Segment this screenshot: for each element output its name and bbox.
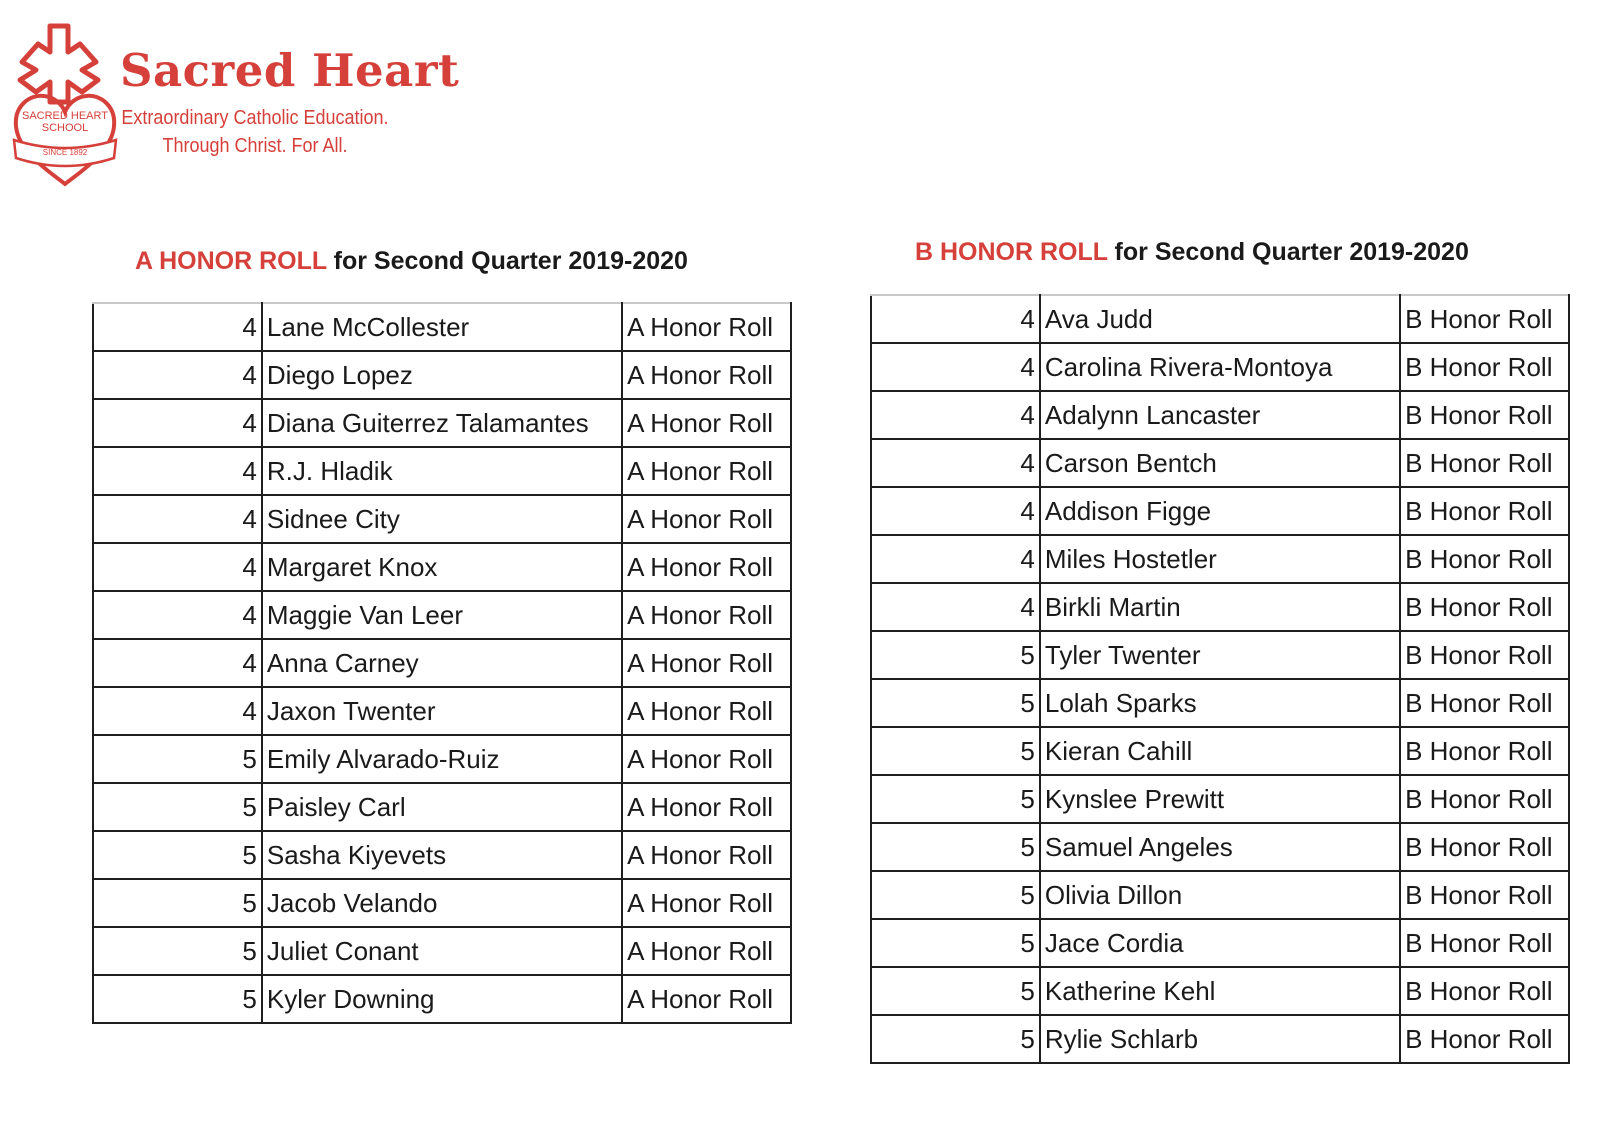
roll-type-cell: B Honor Roll: [1400, 439, 1569, 487]
name-cell: Addison Figge: [1040, 487, 1400, 535]
grade-cell: 4: [871, 583, 1040, 631]
name-cell: Jace Cordia: [1040, 919, 1400, 967]
roll-type-cell: A Honor Roll: [622, 687, 791, 735]
grade-cell: 5: [871, 919, 1040, 967]
name-cell: Sasha Kiyevets: [262, 831, 622, 879]
roll-type-cell: B Honor Roll: [1400, 919, 1569, 967]
b-honor-roll-heading-period: for Second Quarter 2019-2020: [1114, 238, 1469, 266]
table-row: [93, 303, 791, 351]
grade-cell: 5: [871, 727, 1040, 775]
name-cell: Kynslee Prewitt: [1040, 775, 1400, 823]
grade-cell: 4: [93, 351, 262, 399]
table-row: [871, 679, 1569, 727]
roll-type-cell: B Honor Roll: [1400, 823, 1569, 871]
grade-cell: 4: [93, 543, 262, 591]
a-honor-roll-table: [92, 302, 792, 1024]
roll-type-cell: A Honor Roll: [622, 447, 791, 495]
a-honor-roll-heading-label: A HONOR ROLL: [135, 247, 327, 275]
roll-type-cell: B Honor Roll: [1400, 727, 1569, 775]
name-cell: Carolina Rivera-Montoya: [1040, 343, 1400, 391]
grade-cell: 4: [871, 343, 1040, 391]
roll-type-cell: A Honor Roll: [622, 303, 791, 351]
table-row: [871, 967, 1569, 1015]
table-row: [871, 391, 1569, 439]
table-row: [93, 687, 791, 735]
grade-cell: 4: [871, 439, 1040, 487]
roll-type-cell: A Honor Roll: [622, 975, 791, 1023]
name-cell: Anna Carney: [262, 639, 622, 687]
roll-type-cell: A Honor Roll: [622, 639, 791, 687]
tagline-line-2: Through Christ. For All.: [162, 135, 348, 157]
name-cell: Tyler Twenter: [1040, 631, 1400, 679]
name-cell: R.J. Hladik: [262, 447, 622, 495]
table-row: [871, 775, 1569, 823]
school-name: Sacred Heart: [120, 44, 460, 97]
table-row: [871, 727, 1569, 775]
name-cell: Carson Bentch: [1040, 439, 1400, 487]
name-cell: Rylie Schlarb: [1040, 1015, 1400, 1063]
table-row: [93, 399, 791, 447]
table-row: [93, 591, 791, 639]
grade-cell: 5: [871, 823, 1040, 871]
grade-cell: 4: [93, 447, 262, 495]
roll-type-cell: B Honor Roll: [1400, 871, 1569, 919]
table-row: [93, 495, 791, 543]
grade-cell: 4: [93, 495, 262, 543]
roll-type-cell: A Honor Roll: [622, 591, 791, 639]
roll-type-cell: B Honor Roll: [1400, 631, 1569, 679]
table-row: [871, 583, 1569, 631]
grade-cell: 4: [93, 399, 262, 447]
name-cell: Lolah Sparks: [1040, 679, 1400, 727]
table-row: [871, 487, 1569, 535]
b-honor-roll-heading: [915, 238, 1469, 267]
name-cell: Ava Judd: [1040, 295, 1400, 343]
name-cell: Samuel Angeles: [1040, 823, 1400, 871]
grade-cell: 5: [871, 871, 1040, 919]
name-cell: Paisley Carl: [262, 783, 622, 831]
grade-cell: 4: [93, 687, 262, 735]
table-row: [871, 919, 1569, 967]
name-cell: Katherine Kehl: [1040, 967, 1400, 1015]
table-row: [93, 351, 791, 399]
grade-cell: 4: [93, 303, 262, 351]
name-cell: Diego Lopez: [262, 351, 622, 399]
roll-type-cell: A Honor Roll: [622, 735, 791, 783]
a-honor-roll-heading-period: for Second Quarter 2019-2020: [333, 247, 688, 275]
grade-cell: 5: [871, 967, 1040, 1015]
grade-cell: 4: [871, 295, 1040, 343]
table-row: [93, 975, 791, 1023]
table-row: [93, 879, 791, 927]
name-cell: Miles Hostetler: [1040, 535, 1400, 583]
b-honor-roll-table: [870, 294, 1570, 1064]
b-honor-roll-heading-label: B HONOR ROLL: [915, 238, 1108, 266]
roll-type-cell: B Honor Roll: [1400, 679, 1569, 727]
grade-cell: 5: [871, 775, 1040, 823]
roll-type-cell: B Honor Roll: [1400, 391, 1569, 439]
table-row: [93, 639, 791, 687]
roll-type-cell: B Honor Roll: [1400, 775, 1569, 823]
roll-type-cell: A Honor Roll: [622, 927, 791, 975]
tagline: [120, 104, 390, 160]
table-row: [871, 295, 1569, 343]
roll-type-cell: B Honor Roll: [1400, 583, 1569, 631]
name-cell: Jaxon Twenter: [262, 687, 622, 735]
name-cell: Olivia Dillon: [1040, 871, 1400, 919]
seal-text-top: SACRED HEART: [22, 110, 108, 122]
name-cell: Diana Guiterrez Talamantes: [262, 399, 622, 447]
table-row: [871, 535, 1569, 583]
grade-cell: 5: [93, 783, 262, 831]
grade-cell: 5: [93, 831, 262, 879]
grade-cell: 5: [871, 1015, 1040, 1063]
roll-type-cell: B Honor Roll: [1400, 967, 1569, 1015]
table-row: [871, 631, 1569, 679]
table-row: [93, 927, 791, 975]
sacred-heart-logo-icon: [10, 22, 120, 192]
grade-cell: 4: [871, 391, 1040, 439]
roll-type-cell: A Honor Roll: [622, 399, 791, 447]
name-cell: Sidnee City: [262, 495, 622, 543]
grade-cell: 5: [93, 975, 262, 1023]
roll-type-cell: A Honor Roll: [622, 543, 791, 591]
table-row: [93, 543, 791, 591]
roll-type-cell: B Honor Roll: [1400, 295, 1569, 343]
grade-cell: 5: [93, 879, 262, 927]
roll-type-cell: A Honor Roll: [622, 351, 791, 399]
grade-cell: 5: [871, 631, 1040, 679]
name-cell: Kyler Downing: [262, 975, 622, 1023]
name-cell: Emily Alvarado-Ruiz: [262, 735, 622, 783]
table-row: [93, 783, 791, 831]
name-cell: Lane McCollester: [262, 303, 622, 351]
name-cell: Jacob Velando: [262, 879, 622, 927]
table-row: [871, 871, 1569, 919]
name-cell: Birkli Martin: [1040, 583, 1400, 631]
roll-type-cell: A Honor Roll: [622, 831, 791, 879]
roll-type-cell: B Honor Roll: [1400, 535, 1569, 583]
name-cell: Margaret Knox: [262, 543, 622, 591]
name-cell: Maggie Van Leer: [262, 591, 622, 639]
name-cell: Juliet Conant: [262, 927, 622, 975]
roll-type-cell: B Honor Roll: [1400, 487, 1569, 535]
seal-text-middle: SCHOOL: [41, 122, 89, 134]
table-row: [93, 831, 791, 879]
table-row: [871, 439, 1569, 487]
roll-type-cell: A Honor Roll: [622, 783, 791, 831]
grade-cell: 5: [93, 735, 262, 783]
grade-cell: 4: [871, 535, 1040, 583]
name-cell: Kieran Cahill: [1040, 727, 1400, 775]
a-honor-roll-heading: [135, 247, 688, 276]
table-row: [871, 823, 1569, 871]
grade-cell: 4: [871, 487, 1040, 535]
grade-cell: 4: [93, 639, 262, 687]
grade-cell: 4: [93, 591, 262, 639]
name-cell: Adalynn Lancaster: [1040, 391, 1400, 439]
roll-type-cell: A Honor Roll: [622, 879, 791, 927]
grade-cell: 5: [93, 927, 262, 975]
roll-type-cell: A Honor Roll: [622, 495, 791, 543]
grade-cell: 5: [871, 679, 1040, 727]
table-row: [93, 735, 791, 783]
roll-type-cell: B Honor Roll: [1400, 343, 1569, 391]
roll-type-cell: B Honor Roll: [1400, 1015, 1569, 1063]
table-row: [871, 343, 1569, 391]
seal-text-bottom: SINCE 1892: [42, 148, 88, 157]
tagline-line-1: Extraordinary Catholic Education.: [121, 107, 389, 129]
table-row: [93, 447, 791, 495]
table-row: [871, 1015, 1569, 1063]
